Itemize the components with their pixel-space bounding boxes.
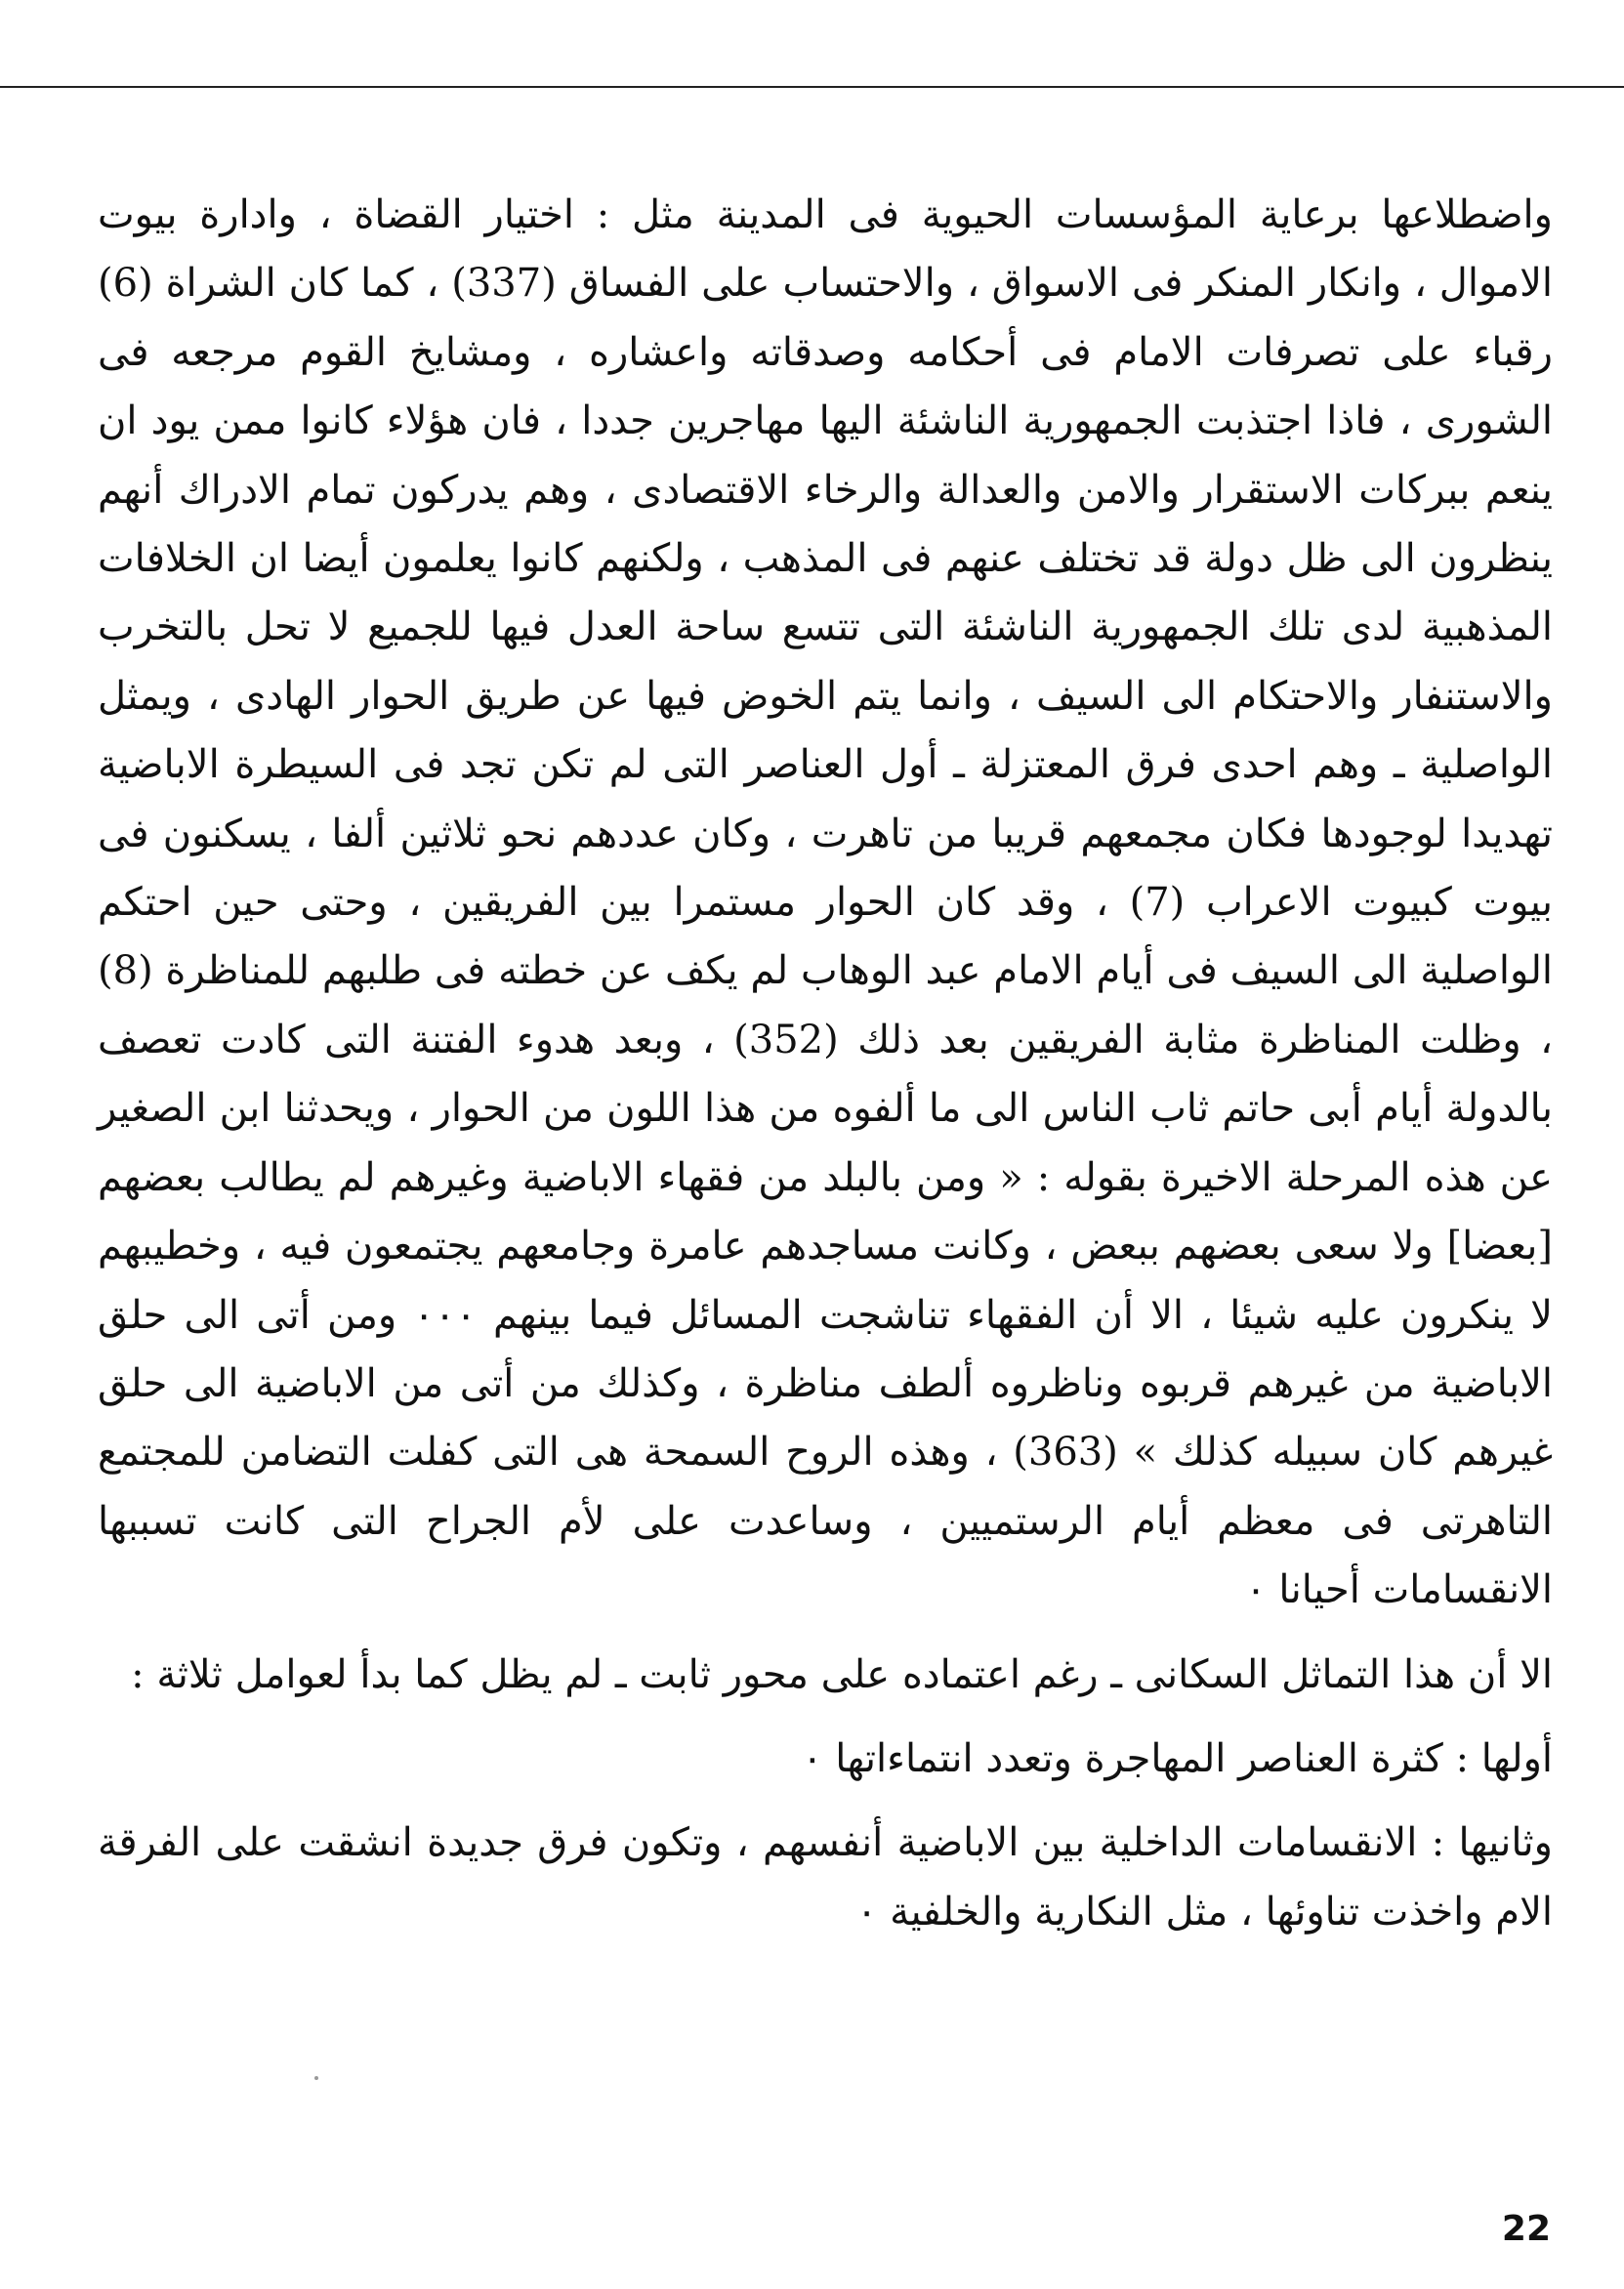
body-paragraph-4: وثانيها : الانقسامات الداخلية بين الاباضية أنفسهم ، وتكون فرق جديدة انشقت على الفرقة الام واخذت تناوئها ، مثل النكارية والخلفية ٠ — [98, 1820, 1554, 1935]
margin-mark — [314, 2076, 318, 2080]
body-paragraph-3: أولها : كثرة العناصر المهاجرة وتعدد انتماءاتها ٠ — [802, 1735, 1553, 1781]
top-rule — [0, 86, 1624, 88]
body-paragraph-2: الا أن هذا التماثل السكانى ـ رغم اعتماده على محور ثابت ـ لم يظل كما بدأ لعوامل ثلاثة : — [131, 1651, 1553, 1697]
page-body — [98, 181, 1553, 1946]
body-paragraph-1: واضطلاعها برعاية المؤسسات الحيوية فى المدينة مثل : اختيار القضاة ، وادارة بيوت الاموال ، وانكار المنكر فى الاسواق ، والاحتساب على الفساق (337) ، كما كان الشراة (6) رقباء على تصرفات الامام فى أحكامه وصدقاته واعشاره ، ومشايخ القوم مرجعه فى الشورى ، فاذا اجتذبت الجمهورية الناشئة اليها مهاجرين جددا ، فان هؤلاء كانوا ممن يود ان ينعم ببركات الاستقرار والامن والعدالة والرخاء الاقتصادى ، وهم يدركون تمام الادراك أنهم ينظرون الى ظل دولة قد تختلف عنهم فى المذهب ، ولكنهم كانوا يعلمون أيضا ان الخلافات المذهبية لدى تلك الجمهورية الناشئة التى تتسع ساحة العدل فيها للجميع لا تحل بالتخرب والاستنفار والاحتكام الى السيف ، وانما يتم الخوض فيها عن طريق الحوار الهادى ، ويمثل الواصلية ـ وهم احدى فرق المعتزلة ـ أول العناصر التى لم تكن تجد فى السيطرة الاباضية تهديدا لوجودها فكان مجمعهم قريبا من تاهرت ، وكان عددهم نحو ثلاثين ألفا ، يسكنون فى بيوت كبيوت الاعراب (7) ، وقد كان الحوار مستمرا بين الفريقين ، وحتى حين احتكم الواصلية الى السيف فى أيام الامام عبد الوهاب لم يكف عن خطته فى طلبهم للمناظرة (8) ، وظلت المناظرة مثابة الفريقين بعد ذلك (352) ، وبعد هدوء الفتنة التى كادت تعصف بالدولة أيام أبى حاتم ثاب الناس الى ما ألفوه من هذا اللون من الحوار ، ويحدثنا ابن الصغير عن هذه المرحلة الاخيرة بقوله : « ومن بالبلد من فقهاء الاباضية وغيرهم لم يطالب بعضهم [بعضا] ولا سعى بعضهم ببعض ، وكانت مساجدهم عامرة وجامعهم يجتمعون فيه ، وخطيبهم لا ينكرون عليه شيئا ، الا أن الفقهاء تناشجت المسائل فيما بينهم ٠٠٠ ومن أتى الى حلق الاباضية من غيرهم قربوه وناظروه ألطف مناظرة ، وكذلك من أتى من الاباضية الى حلق غيرهم كان سبيله كذلك » (363) ، وهذه الروح السمحة هى التى كفلت التضامن للمجتمع التاهرتى فى معظم أيام الرستميين ، وساعدت على لأم الجراح التى كانت تسببها الانقسامات أحيانا ٠ — [98, 192, 1554, 1613]
page-number: 22 — [1501, 2209, 1551, 2249]
